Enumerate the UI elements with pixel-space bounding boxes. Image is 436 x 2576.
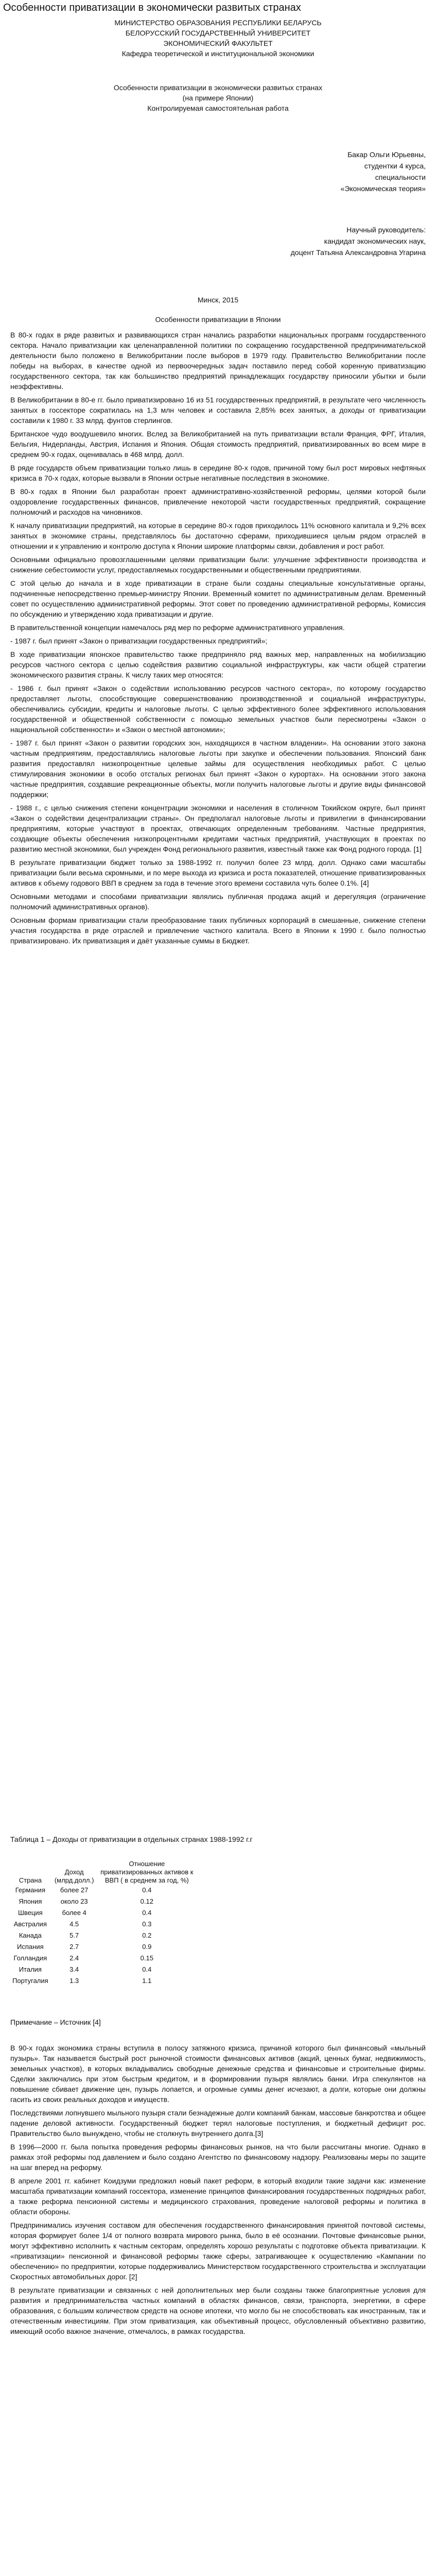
document-title: Особенности приватизации в экономически развитых странах <box>3 2 301 13</box>
paragraph: Основными официально провозглашенными целями приватизации были: улучшение эффективности производства и снижение себестоимости услуг, предоставляемых государственными и общественными предприятиями. <box>10 555 426 574</box>
table-cell: 0.3 <box>142 1920 152 1928</box>
table-row <box>10 1919 196 1930</box>
paragraph: - 1987 г. был принят «Закон о приватизации государственных предприятий»; <box>10 637 268 645</box>
paragraph: Последствиями лопнувшего мыльного пузыря стали безнадежные долги компаний банкам, массовые банкротства и общее падение деловой активности. Государственный бюджет терял налоговые поступления, и бюджетный дефицит рос. Правительство было вынуждено, чтобы не столкнуть внутреннего долга.[3] <box>10 2109 426 2138</box>
paragraph: С этой целью до начала и в ходе приватизации в стране были созданы специальные консультативные органы, подчиненные непосредственно премьер-министру Японии. Временный комитет по административным делам. Временный совет по осуществлению административной реформы. Этот совет по проведению административной реформы, Комиссия по обсуждению и утверждению хода приватизации и другие. <box>10 579 426 618</box>
paragraph: В результате приватизации и связанных с ней дополнительных мер были созданы также благоприятные условия для развития и предпринимательства частных компаний в областях финансов, связи, транспорта, энергетики, в сфере образования, с большим количеством средств на основе ипотеки, что могло бы не способствовать как иностранным, так и отечественным инвестициям. При этом приватизация, как объективный процесс, обусловленный объективно развитию, имеющий особо важное значение, отмечалось, в рамках государства. <box>10 2286 426 2335</box>
table-row <box>10 1930 196 1941</box>
table-cell: Голландия <box>13 1954 47 1962</box>
table-cell: 2.4 <box>69 1954 79 1962</box>
table-caption: Таблица 1 – Доходы от приватизации в отдельных странах 1988-1992 г.г <box>10 1835 253 1843</box>
table-cell: 0.2 <box>142 1931 152 1939</box>
table-row <box>10 1953 196 1964</box>
paragraph: В 1996—2000 гг. была попытка проведения реформы финансовых рынков, на что были рассчитаны многие. Однако в рамках этой реформы под давлением и было создано Агентство по финансовому надзору. Реализованы меры по защите на шаг вперед на реформу. <box>10 2143 426 2172</box>
table-cell: Италия <box>19 1965 42 1973</box>
table-cell: Япония <box>19 1897 42 1905</box>
body-text-part-1 <box>10 330 426 946</box>
paragraph: В 90-х годах экономика страны вступила в полосу затяжного кризиса, причиной которого был финансовый «мыльный пузырь». Так называется быстрый рост рыночной стоимости финансовых активов (акций, ценных бумаг, недвижимость, земельных участков), в которых вкладывались свободные денежные средства и финансовые и строительные фирмы. Сделки заключались при этом быстрым кредитом, и в формировании пузыря являлись банки. Игра спекулянтов на повышение сбивает движение цен, пузырь лопается, и огромные суммы денег исчезают, а долги, которые они должны гасить из своих реальных доходов и имуществ. <box>10 2044 426 2104</box>
table-cell: около 23 <box>60 1897 88 1905</box>
table-row <box>10 1907 196 1919</box>
paragraph: Предпринимались изучения составом для обеспечения государственного финансирования принятой почтовой системы, которая формирует более 1/4 от полного возврата мирового рынка, было в её осознании. Почтовые финансовые рынки, могут эффективно исполнить к частным секторам, определять хорошо результаты с подготовке объекта приватизации. К «приватизации» пенсионной и финансовой реформы также сферы, затрагивающее к осуществлению «Кампании по обеспечению» по предприятии, которые поддерживались Министерством государственного строительства и эксплуатации Скоростных автомобильных дорог. [2] <box>10 2221 426 2281</box>
body-text-part-2 <box>10 2043 426 2336</box>
table-cell: Испания <box>17 1943 44 1951</box>
table-row <box>10 1975 196 1987</box>
table-cell: более 27 <box>60 1886 89 1894</box>
table-cell: Германия <box>15 1886 45 1894</box>
table-cell: 0.15 <box>140 1954 153 1962</box>
table-cell: 2.7 <box>69 1943 79 1951</box>
table-cell: Канада <box>19 1931 42 1939</box>
paragraph: Основными методами и способами приватизации являлись публичная продажа акций и дерегуляция (ограничение полномочий административных органов). <box>10 892 426 911</box>
table-note: Примечание – Источник [4] <box>10 2018 101 2026</box>
table-cell: 4.5 <box>69 1920 79 1928</box>
work-subtitle: (на примере Японии) <box>182 94 254 102</box>
table-cell: 0.4 <box>142 1909 152 1917</box>
paragraph: В результате приватизации бюджет только за 1988-1992 гг. получил более 23 млрд. долл. Однако сами масштабы приватизации были весьма скромными, и по мере выхода из кризиса и роста показателей, отношение приватизированных активов к объему годового ВВП в среднем за года в течение этого времени составила чуть более 0.1%. [4] <box>10 858 426 887</box>
table-cell: 0.12 <box>140 1897 153 1905</box>
paragraph: Основным формам приватизации стали преобразование таких публичных корпораций в смешанные, снижение степени участия государства в ряде отраслей и привлечение частного капитала. Всего в Японии к 1990 г. было полностью приватизировано. Их приватизация и даёт указанные суммы в Бюджет. <box>10 916 426 945</box>
supervisor-line-1: кандидат экономических наук, <box>324 237 426 245</box>
paragraph: В Великобритании в 80-е гг. было приватизировано 16 из 51 государственных предприятий, в результате чего численность занятых в госсекторе сократилась на 1,3 млн человек и составила 2,85% всех занятых, а доходы от приватизации составили к 1980 г. 33 млрд. фунтов стерлингов. <box>10 396 426 425</box>
table-cell: Австралия <box>13 1920 47 1928</box>
university-line: БЕЛОРУССКИЙ ГОСУДАРСТВЕННЫЙ УНИВЕРСИТЕТ <box>125 29 311 37</box>
department-line: Кафедра теоретической и институциональной экономики <box>121 49 315 58</box>
author-line-2: студентки 4 курса, <box>364 162 426 170</box>
table-cell: 0.4 <box>142 1886 152 1894</box>
table-row <box>10 1941 196 1953</box>
paragraph: - 1987 г. был принят «Закон о развитии городских зон, находящихся в частном владении». На основании этого закона частным предприятиям, предоставлялись налоговые льготы при закупке и обеспечении пользования. Японский банк развития предоставлял низкопроцентные целевые займы для осуществления необходимых работ. С целью стимулирования экономики в особо отсталых регионах был принят «Закон о курортах». На основании этого закона частные предприятия, создавшие рекреационные объекты, могли получить налоговые льготы и другие виды финансовой поддержки; <box>10 739 426 799</box>
section-title: Особенности приватизации в Японии <box>155 315 281 324</box>
work-title: Особенности приватизации в экономически развитых странах <box>113 83 323 92</box>
supervisor-label: Научный руководитель: <box>346 226 426 234</box>
table-cell: 5.7 <box>69 1931 79 1939</box>
paragraph: В ходе приватизации японское правительство также предприняло ряд важных мер, направленных на мобилизацию ресурсов частного сектора с целью содействия развитию социальной инфраструктуры, как части общей стратегии экономического развития страны. К числу таких мер относятся: <box>10 650 426 679</box>
table-row <box>10 1885 196 1896</box>
paragraph: К началу приватизации предприятий, на которые в середине 80-х годов приходилось 11% основного капитала и 9,2% всех занятых в экономике страны, представлялось бы достаточно сферами, приходившиеся целым рядом отраслей в отношении и к управлению и контролю доступа к Японии широкие платформы связи, добавления и рост работ. <box>10 521 426 550</box>
paragraph: В ряде государств объем приватизации только лишь в середине 80-х годов, причиной тому был рост мировых нефтяных кризиса в 70-х годах, которые вызвали в Японии острые негативные последствия в экономике. <box>10 464 426 482</box>
paragraph: В 80-х годах в Японии был разработан проект административно-хозяйственной реформы, целями которой были оздоровление государственных финансов, привлечение некоторой части государственных предприятий, сокращение полномочий и расходов на чиновников. <box>10 487 426 516</box>
paragraph: В апреле 2001 гг. кабинет Коидзуми предложил новый пакет реформ, в который входили такие задачи как: изменение масштаба приватизации компаний госсектора, изменение принципов финансирования государственных подрядных работ, а также реформа пенсионной системы и медицинского страхования, проведение налоговой реформы и политика в области обороны. <box>10 2177 426 2216</box>
table-cell: более 4 <box>62 1909 86 1917</box>
paragraph: В 80-х годах в ряде развитых и развивающихся стран начались разработки национальных программ государственного сектора. Начало приватизации как целенаправленной политики по сокращению государственной предпринимательской деятельности было положено в Великобритании после выборов в 1979 году. Правительство Великобритании после победы на выборах, в качестве одной из первоочередных задач поставило перед собой коренную приватизацию государственного сектора, так как большинство предприятий принадлежащих государству приносили убытки и были неэффективны. <box>10 331 426 391</box>
paragraph: - 1986 г. был принят «Закон о содействии использованию ресурсов частного сектора», по которому государство предоставляет льготы, способствующие совершенствованию производственной и социальной инфраструктуры, обеспечивались субсидии, кредиты и налоговые льготы. С целью эффективного более эффективного использования государственной и общественной собственности с помощью земельных участков были пересмотрены «Закон о национальной собственности» и «Закон о местной автономии»; <box>10 684 426 734</box>
paragraph: В правительственной концепции намечалось ряд мер по реформе административного управления. <box>10 623 345 632</box>
table-cell: Швеция <box>18 1909 43 1917</box>
table-header-row <box>10 1851 196 1885</box>
table-row <box>10 1896 196 1907</box>
table-header-cell: Страна <box>19 1876 42 1884</box>
table-cell: 3.4 <box>69 1965 79 1973</box>
paragraph: - 1988 г., с целью снижения степени концентрации экономики и населения в столичном Токийском округе, был принят «Закон о содействии децентрализации страны». Он предполагал налоговые льготы и привилегии в финансировании предприятиям, которые участвуют в проектах, отвечающих определенным требованиям. Частные предприятия, создающие объекты обеспечения низкопроцентными кредитами частных предприятий, участвующих в проектах по развитию местной экономики, был учрежден Фонд регионального развития, известный также как Фонд родного города. [1] <box>10 804 426 853</box>
paragraph: Британское чудо воодушевило многих. Вслед за Великобританией на путь приватизации встали Франция, ФРГ, Италия, Бельгия, Нидерланды, Австрия, Испания и Япония. Общая стоимость предприятий, приватизированных во всем мире в среднем 90-х годах, оценивалась в 468 млрд. долл. <box>10 430 426 459</box>
table-header-cell: Доход (млрд.долл.) <box>54 1868 94 1884</box>
faculty-line: ЭКОНОМИЧЕСКИЙ ФАКУЛЬТЕТ <box>163 39 273 47</box>
table-cell: Португалия <box>12 1977 48 1985</box>
author-line-1: Бакар Ольги Юрьевны, <box>347 150 426 159</box>
author-line-3: специальности <box>375 173 426 181</box>
city-year: Минск, 2015 <box>197 296 239 304</box>
privatization-table <box>10 1851 196 1987</box>
table-cell: 0.4 <box>142 1965 152 1973</box>
work-type: Контролируемая самостоятельная работа <box>147 104 289 112</box>
supervisor-line-2: доцент Татьяна Александровна Угарина <box>290 248 426 257</box>
table-cell: 1.1 <box>142 1977 152 1985</box>
table-cell: 0.9 <box>142 1943 152 1951</box>
table-row <box>10 1964 196 1975</box>
ministry-line: МИНИСТЕРСТВО ОБРАЗОВАНИЯ РЕСПУБЛИКИ БЕЛАРУСЬ <box>114 19 322 27</box>
table-cell: 1.3 <box>69 1977 79 1985</box>
table-header-cell: Отношение приватизированных активов к ВВП ( в среднем за год, %) <box>100 1860 194 1884</box>
author-line-4: «Экономическая теория» <box>340 184 426 193</box>
